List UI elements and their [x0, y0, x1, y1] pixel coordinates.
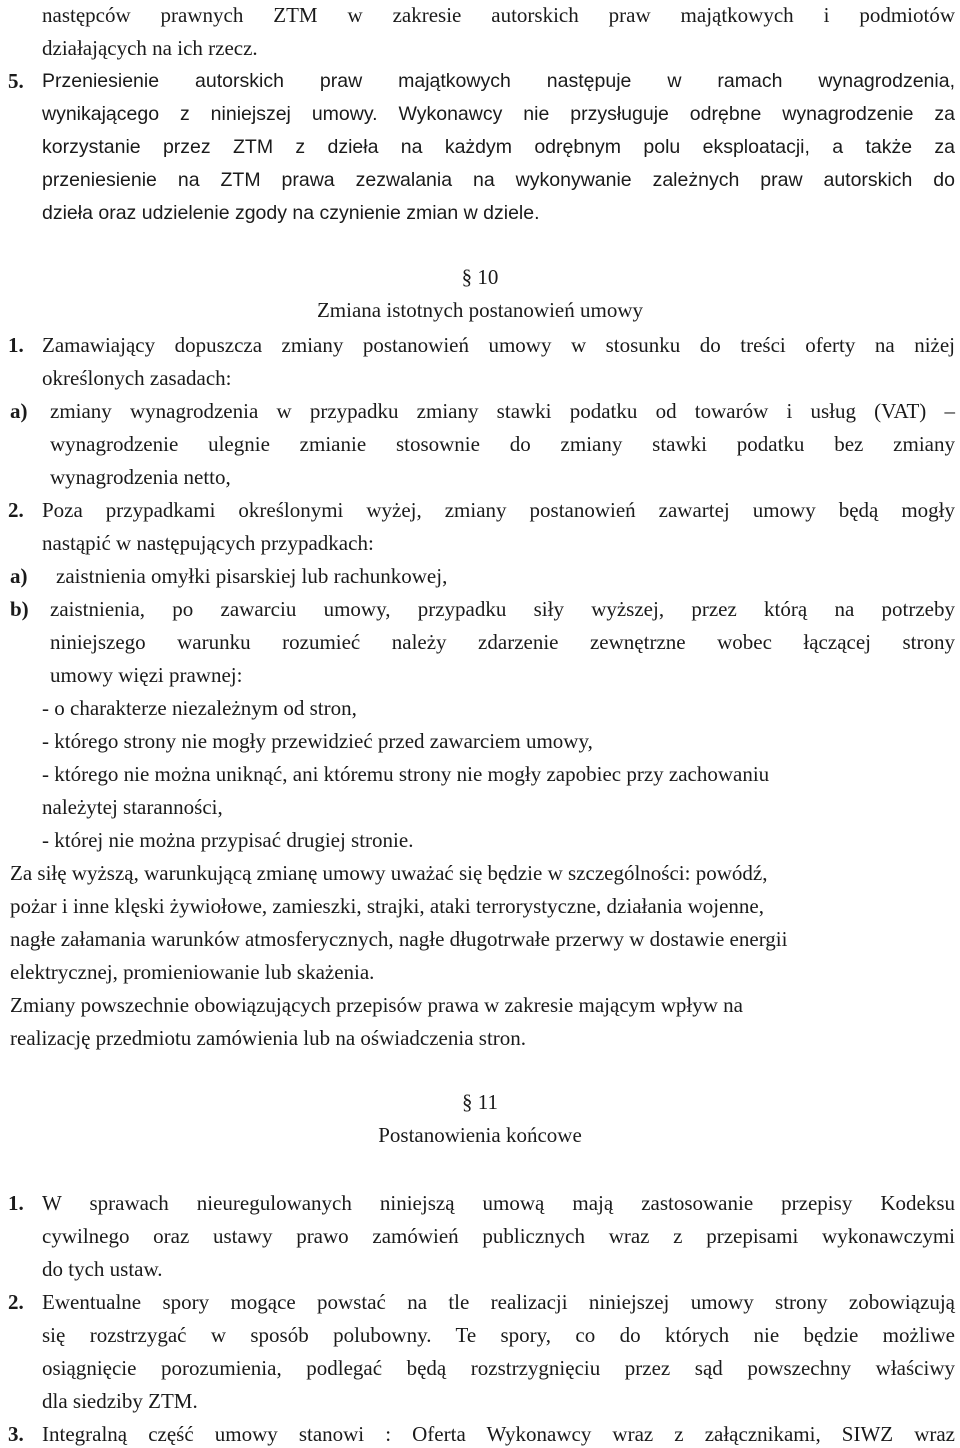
text-line: należytej staranności,: [42, 795, 223, 819]
text-line: zaistnienia, po zawarciu umowy, przypadku siły wyższej, przez którą na potrzeby: [50, 597, 955, 621]
item-number: a): [10, 564, 28, 588]
text-line: następców prawnych ZTM w zakresie autorskich praw majątkowych i podmiotów: [42, 3, 955, 27]
text-line: wynikającego z niniejszej umowy. Wykonawcy nie przysługuje odrębne wynagrodzenie za: [42, 103, 955, 125]
text-line: wynagrodzenia netto,: [50, 465, 231, 489]
item-number: b): [10, 597, 29, 621]
section-10-number: § 10: [461, 265, 499, 289]
text-line: W sprawach nieuregulowanych niniejszą umową mają zastosowanie przepisy Kodeksu: [42, 1191, 955, 1215]
text-line: elektrycznej, promieniowanie lub skażenia.: [10, 960, 375, 984]
text-line: korzystanie przez ZTM z dzieła na każdym odrębnym polu eksploatacji, a także za: [42, 136, 955, 158]
text-line: zaistnienia omyłki pisarskiej lub rachunkowej,: [56, 564, 448, 588]
item-number: 5.: [8, 69, 24, 93]
section-11-number: § 11: [462, 1090, 498, 1114]
text-line: zmiany wynagrodzenia w przypadku zmiany stawki podatku od towarów i usług (VAT) –: [50, 399, 955, 423]
text-line: Poza przypadkami określonymi wyżej, zmiany postanowień zawartej umowy będą mogły: [42, 498, 955, 522]
text-line: Zmiany powszechnie obowiązujących przepisów prawa w zakresie mającym wpływ na: [10, 993, 743, 1017]
section-11-title: Postanowienia końcowe: [378, 1123, 582, 1147]
text-line: cywilnego oraz ustawy prawo zamówień publicznych wraz z przepisami wykonawczymi: [42, 1224, 955, 1248]
text-line: Przeniesienie autorskich praw majątkowych następuje w ramach wynagrodzenia,: [42, 70, 955, 92]
text-line: pożar i inne klęski żywiołowe, zamieszki, strajki, ataki terrorystyczne, działania wojenne,: [10, 894, 764, 918]
item-number: 3.: [8, 1422, 24, 1446]
text-line: wynagrodzenie ulegnie zmianie stosownie do zmiany stawki podatku bez zmiany: [50, 432, 955, 456]
text-line: dzieła oraz udzielenie zgody na czynienie zmian w dziele.: [42, 202, 540, 224]
text-line: nastąpić w następujących przypadkach:: [42, 531, 374, 555]
text-line: Integralną część umowy stanowi : Oferta Wykonawcy wraz z załącznikami, SIWZ wraz: [42, 1422, 955, 1446]
text-line: dla siedziby ZTM.: [42, 1389, 198, 1413]
item-number: a): [10, 399, 28, 423]
text-line: - której nie można przypisać drugiej stronie.: [42, 828, 414, 852]
text-line: - o charakterze niezależnym od stron,: [42, 696, 357, 720]
item-number: 1.: [8, 333, 24, 357]
text-line: - którego nie można uniknąć, ani któremu strony nie mogły zapobiec przy zachowaniu: [42, 762, 770, 786]
text-line: Za siłę wyższą, warunkującą zmianę umowy uważać się będzie w szczególności: powódź,: [10, 861, 768, 885]
text-line: Ewentualne spory mogące powstać na tle realizacji niniejszej umowy strony zobowiązują: [42, 1290, 955, 1314]
text-line: Zamawiający dopuszcza zmiany postanowień umowy w stosunku do treści oferty na niżej: [42, 333, 955, 357]
item-number: 2.: [8, 498, 24, 522]
text-line: określonych zasadach:: [42, 366, 232, 390]
item-number: 1.: [8, 1191, 24, 1215]
text-line: do tych ustaw.: [42, 1257, 163, 1281]
item-number: 2.: [8, 1290, 24, 1314]
text-line: przeniesienie na ZTM prawa zezwalania na wykonywanie zależnych praw autorskich do: [42, 169, 955, 191]
text-line: działających na ich rzecz.: [42, 36, 258, 60]
text-line: - którego strony nie mogły przewidzieć przed zawarciem umowy,: [42, 729, 593, 753]
text-line: się rozstrzygać w sposób polubowny. Te spory, co do których nie będzie możliwe: [42, 1323, 955, 1347]
text-line: umowy więzi prawnej:: [50, 663, 243, 687]
text-line: niniejszego warunku rozumieć należy zdarzenie zewnętrzne wobec łączącej strony: [50, 630, 955, 654]
text-line: osiągnięcie porozumienia, podlegać będą rozstrzygnięciu przez sąd powszechny właściwy: [42, 1356, 955, 1380]
text-line: nagłe załamania warunków atmosferycznych, nagłe długotrwałe przerwy w dostawie energii: [10, 927, 788, 951]
text-line: realizację przedmiotu zamówienia lub na oświadczenia stron.: [10, 1026, 527, 1050]
section-10-title: Zmiana istotnych postanowień umowy: [316, 298, 644, 322]
